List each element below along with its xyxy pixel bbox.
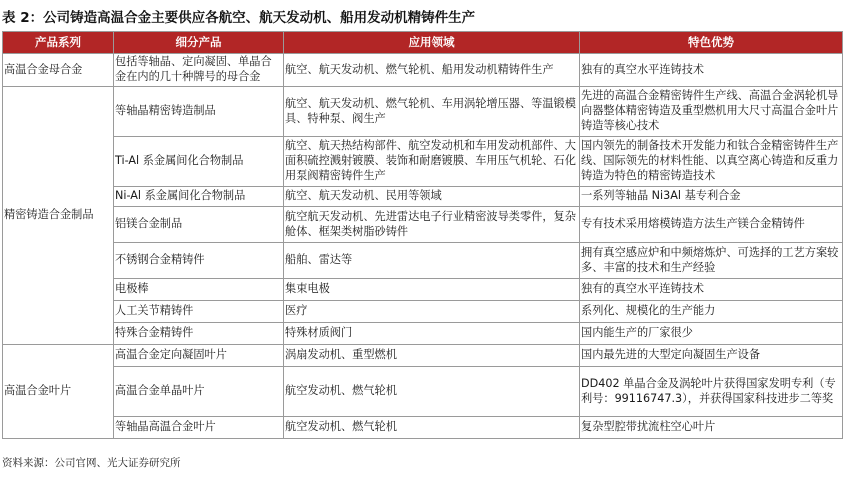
- product-table: [2, 31, 843, 439]
- table-row: [3, 243, 843, 279]
- series-cell: 高温合金叶片: [3, 345, 114, 439]
- table-header-row: [3, 32, 843, 54]
- advantage-cell: 国内领先的制备技术开发能力和钛合金精密铸件生产线、国际领先的材料性能、以真空离心铸造和反重力铸造为特色的精密铸造技术: [580, 137, 843, 187]
- advantage-cell: 复杂型腔带扰流柱空心叶片: [580, 417, 843, 439]
- application-cell: 航空、航天发动机、民用等领域: [284, 187, 580, 207]
- advantage-cell: 专有技术采用熔模铸造方法生产镁合金精铸件: [580, 207, 843, 243]
- table-row: [3, 417, 843, 439]
- advantage-cell: 国内能生产的厂家很少: [580, 323, 843, 345]
- advantage-cell: 先进的高温合金精密铸件生产线、高温合金涡轮机导向器整体精密铸造及重型燃机用大尺寸高温合金叶片铸造等核心技术: [580, 87, 843, 137]
- table-row: [3, 207, 843, 243]
- application-cell: 涡扇发动机、重型燃机: [284, 345, 580, 367]
- advantage-cell: 国内最先进的大型定向凝固生产设备: [580, 345, 843, 367]
- header-application: 应用领域: [284, 32, 580, 54]
- application-cell: 航空发动机、燃气轮机: [284, 367, 580, 417]
- application-cell: 航空、航天发动机、燃气轮机、船用发动机精铸件生产: [284, 54, 580, 87]
- table-row: [3, 279, 843, 301]
- application-cell: 医疗: [284, 301, 580, 323]
- header-series: 产品系列: [3, 32, 114, 54]
- advantage-cell: 独有的真空水平连铸技术: [580, 279, 843, 301]
- series-cell: 精密铸造合金制品: [3, 87, 114, 345]
- product-cell: 高温合金单晶叶片: [114, 367, 284, 417]
- application-cell: 航空、航天发动机、燃气轮机、车用涡轮增压器、等温锻模具、特种泵、阀生产: [284, 87, 580, 137]
- table-row: [3, 323, 843, 345]
- product-cell: 铝镁合金制品: [114, 207, 284, 243]
- product-cell: 等轴晶高温合金叶片: [114, 417, 284, 439]
- header-advantage: 特色优势: [580, 32, 843, 54]
- application-cell: 航空、航天热结构部件、航空发动机和车用发动机部件、大面积硫控溅射镀膜、装饰和耐磨镀膜、车用压气机轮、石化用泵阀精密铸件生产: [284, 137, 580, 187]
- product-cell: 电极棒: [114, 279, 284, 301]
- application-cell: 集束电极: [284, 279, 580, 301]
- header-product: 细分产品: [114, 32, 284, 54]
- advantage-cell: 一系列等轴晶 Ni3Al 基专利合金: [580, 187, 843, 207]
- advantage-cell: 独有的真空水平连铸技术: [580, 54, 843, 87]
- series-cell: 高温合金母合金: [3, 54, 114, 87]
- application-cell: 特殊材质阀门: [284, 323, 580, 345]
- advantage-cell: 拥有真空感应炉和中频熔炼炉、可选择的工艺方案较多、丰富的技术和生产经验: [580, 243, 843, 279]
- application-cell: 航空发动机、燃气轮机: [284, 417, 580, 439]
- product-cell: 高温合金定向凝固叶片: [114, 345, 284, 367]
- product-cell: 不锈钢合金精铸件: [114, 243, 284, 279]
- advantage-cell: DD402 单晶合金及涡轮叶片获得国家发明专利（专利号：99116747.3），并获得国家科技进步二等奖: [580, 367, 843, 417]
- table-row: [3, 87, 843, 137]
- product-cell: 人工关节精铸件: [114, 301, 284, 323]
- product-cell: Ni-Al 系金属间化合物制品: [114, 187, 284, 207]
- application-cell: 船舶、雷达等: [284, 243, 580, 279]
- table-row: [3, 301, 843, 323]
- table-title: 表 2：公司铸造高温合金主要供应各航空、航天发动机、船用发动机精铸件生产: [2, 10, 476, 26]
- product-cell: 包括等轴晶、定向凝固、单晶合金在内的几十种牌号的母合金: [114, 54, 284, 87]
- product-cell: 等轴晶精密铸造制品: [114, 87, 284, 137]
- application-cell: 航空航天发动机、先进雷达电子行业精密波导类零件，复杂舱体、框架类树脂砂铸件: [284, 207, 580, 243]
- source-note: 资料来源：公司官网、光大证券研究所: [2, 457, 181, 469]
- table-row: [3, 367, 843, 417]
- table-row: [3, 345, 843, 367]
- table-row: [3, 137, 843, 187]
- product-cell: Ti-Al 系金属间化合物制品: [114, 137, 284, 187]
- advantage-cell: 系列化、规模化的生产能力: [580, 301, 843, 323]
- table-row: [3, 54, 843, 87]
- product-cell: 特殊合金精铸件: [114, 323, 284, 345]
- table-row: [3, 187, 843, 207]
